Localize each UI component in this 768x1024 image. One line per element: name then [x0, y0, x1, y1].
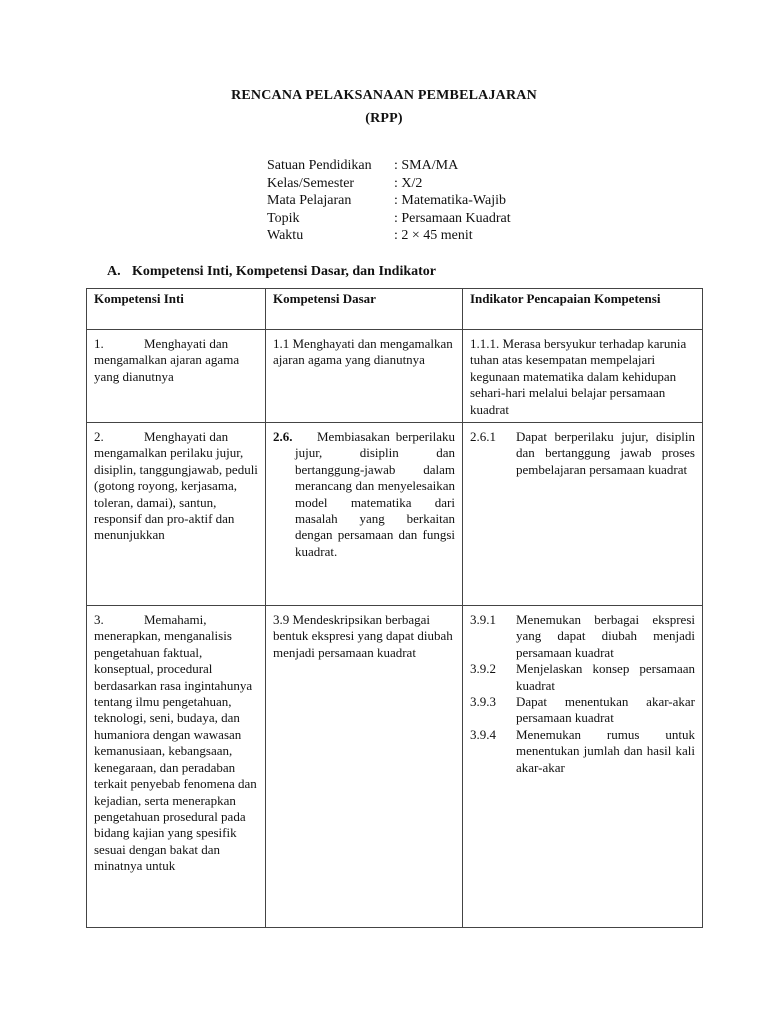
indicator-item	[470, 694, 695, 727]
indicator-item	[470, 612, 695, 661]
indicator-code: 3.9.1	[470, 612, 496, 628]
column-header-indicator: Indikator Pencapaian Kompetensi	[463, 289, 703, 330]
kd-cell	[266, 330, 463, 423]
identity-row	[267, 175, 511, 193]
kd-text: Membiasakan berperilaku jujur, disiplin dan bertanggung-jawab dalam merancang dan menyelesaikan model matematika dari masalah yang berkaitan dengan persamaan dan fungsi kuadrat.	[295, 429, 455, 559]
identity-value: : Matematika-Wajib	[394, 193, 506, 208]
kd-text: 1.1 Menghayati dan mengamalkan ajaran agama yang dianutnya	[273, 336, 453, 368]
ki-cell	[87, 330, 266, 423]
indicator-text: Menemukan rumus untuk menentukan jumlah dan hasil kali akar-akar	[516, 726, 695, 775]
section-title: Kompetensi Inti, Kompetensi Dasar, dan Indikator	[132, 264, 437, 279]
indicator-text: Menemukan berbagai ekspresi yang dapat diubah menjadi persamaan kuadrat	[516, 612, 695, 660]
column-header-kd: Kompetensi Dasar	[266, 289, 463, 330]
ki-cell	[87, 423, 266, 606]
identity-label: Waktu	[267, 228, 304, 243]
kd-block	[273, 429, 455, 560]
identity-row	[267, 157, 511, 175]
identity-label: Topik	[267, 210, 300, 226]
identity-label: Mata Pelajaran	[267, 193, 352, 208]
indicator-code: 3.9.2	[470, 661, 496, 677]
indicator-cell	[463, 606, 703, 928]
indicator-item	[470, 429, 695, 478]
identity-row	[267, 192, 511, 210]
indicator-code: 3.9.3	[470, 694, 496, 710]
kd-text: 3.9 Mendeskripsikan berbagai bentuk ekspresi yang dapat diubah menjadi persamaan kuadrat	[273, 612, 453, 660]
identity-value: : SMA/MA	[394, 158, 459, 173]
identity-value: : X/2	[394, 175, 423, 191]
document-title: RENCANA PELAKSANAAN PEMBELAJARAN	[231, 88, 537, 103]
table-row	[87, 423, 703, 606]
identity-label: Satuan Pendidikan	[267, 158, 372, 173]
kd-number: 2.6.	[273, 429, 293, 445]
section-letter: A.	[107, 264, 121, 279]
table-row	[87, 606, 703, 928]
identity-label: Kelas/Semester	[267, 175, 355, 191]
indicator-cell	[463, 423, 703, 606]
indicator-code: 3.9.4	[470, 726, 496, 742]
competency-table	[86, 288, 703, 928]
identity-row	[267, 227, 511, 245]
indicator-text: 1.1.1. Merasa bersyukur terhadap karunia tuhan atas kesempatan mempelajari kegunaan matematika dalam kehidupan sehari-hari melalui belajar persamaan kuadrat	[470, 336, 687, 417]
table-row	[87, 330, 703, 423]
indicator-cell	[463, 330, 703, 423]
ki-number: 1.	[94, 336, 104, 351]
indicator-text: Dapat menentukan akar-akar persamaan kuadrat	[516, 694, 695, 726]
indicator-text: Menjelaskan konsep persamaan kuadrat	[516, 661, 695, 693]
indicator-item	[470, 727, 695, 776]
indicator-code: 2.6.1	[470, 429, 496, 445]
identity-value: : 2 × 45 menit	[394, 228, 473, 243]
kd-cell	[266, 606, 463, 928]
ki-text: Menghayati dan mengamalkan perilaku jujur, disiplin, tanggungjawab, peduli (gotong royong, kerjasama, toleran, damai), santun, responsif dan pro-aktif dan menunjukkan	[94, 429, 258, 543]
kd-cell	[266, 423, 463, 606]
ki-text: Memahami, menerapkan, menganalisis pengetahuan faktual, konseptual, procedural berdasarkan rasa ingintahunya tentang ilmu pengetahuan, teknologi, seni, budaya, dan humaniora dengan wawasan kemanusiaan, kebangsaan, kenegaraan, dan peradaban terkait penyebab fenomena dan kejadian, serta menerapkan pengetahuan prosedural pada bidang kajian yang spesifik sesuai dengan bakat dan minatnya untuk	[94, 612, 257, 874]
document-subtitle: (RPP)	[365, 111, 403, 126]
identity-block	[267, 157, 511, 245]
ki-text: Menghayati dan mengamalkan ajaran agama yang dianutnya	[94, 336, 240, 384]
table-header-row	[87, 289, 703, 330]
indicator-text: Dapat berperilaku jujur, disiplin dan bertanggung jawab proses pembelajaran persamaan kuadrat	[516, 429, 695, 477]
section-heading	[107, 264, 436, 280]
ki-number: 2.	[94, 429, 104, 445]
indicator-item	[470, 661, 695, 694]
identity-value: : Persamaan Kuadrat	[394, 210, 511, 226]
column-header-ki: Kompetensi Inti	[87, 289, 266, 330]
ki-cell	[87, 606, 266, 928]
ki-number: 3.	[94, 612, 104, 628]
identity-row	[267, 210, 511, 228]
